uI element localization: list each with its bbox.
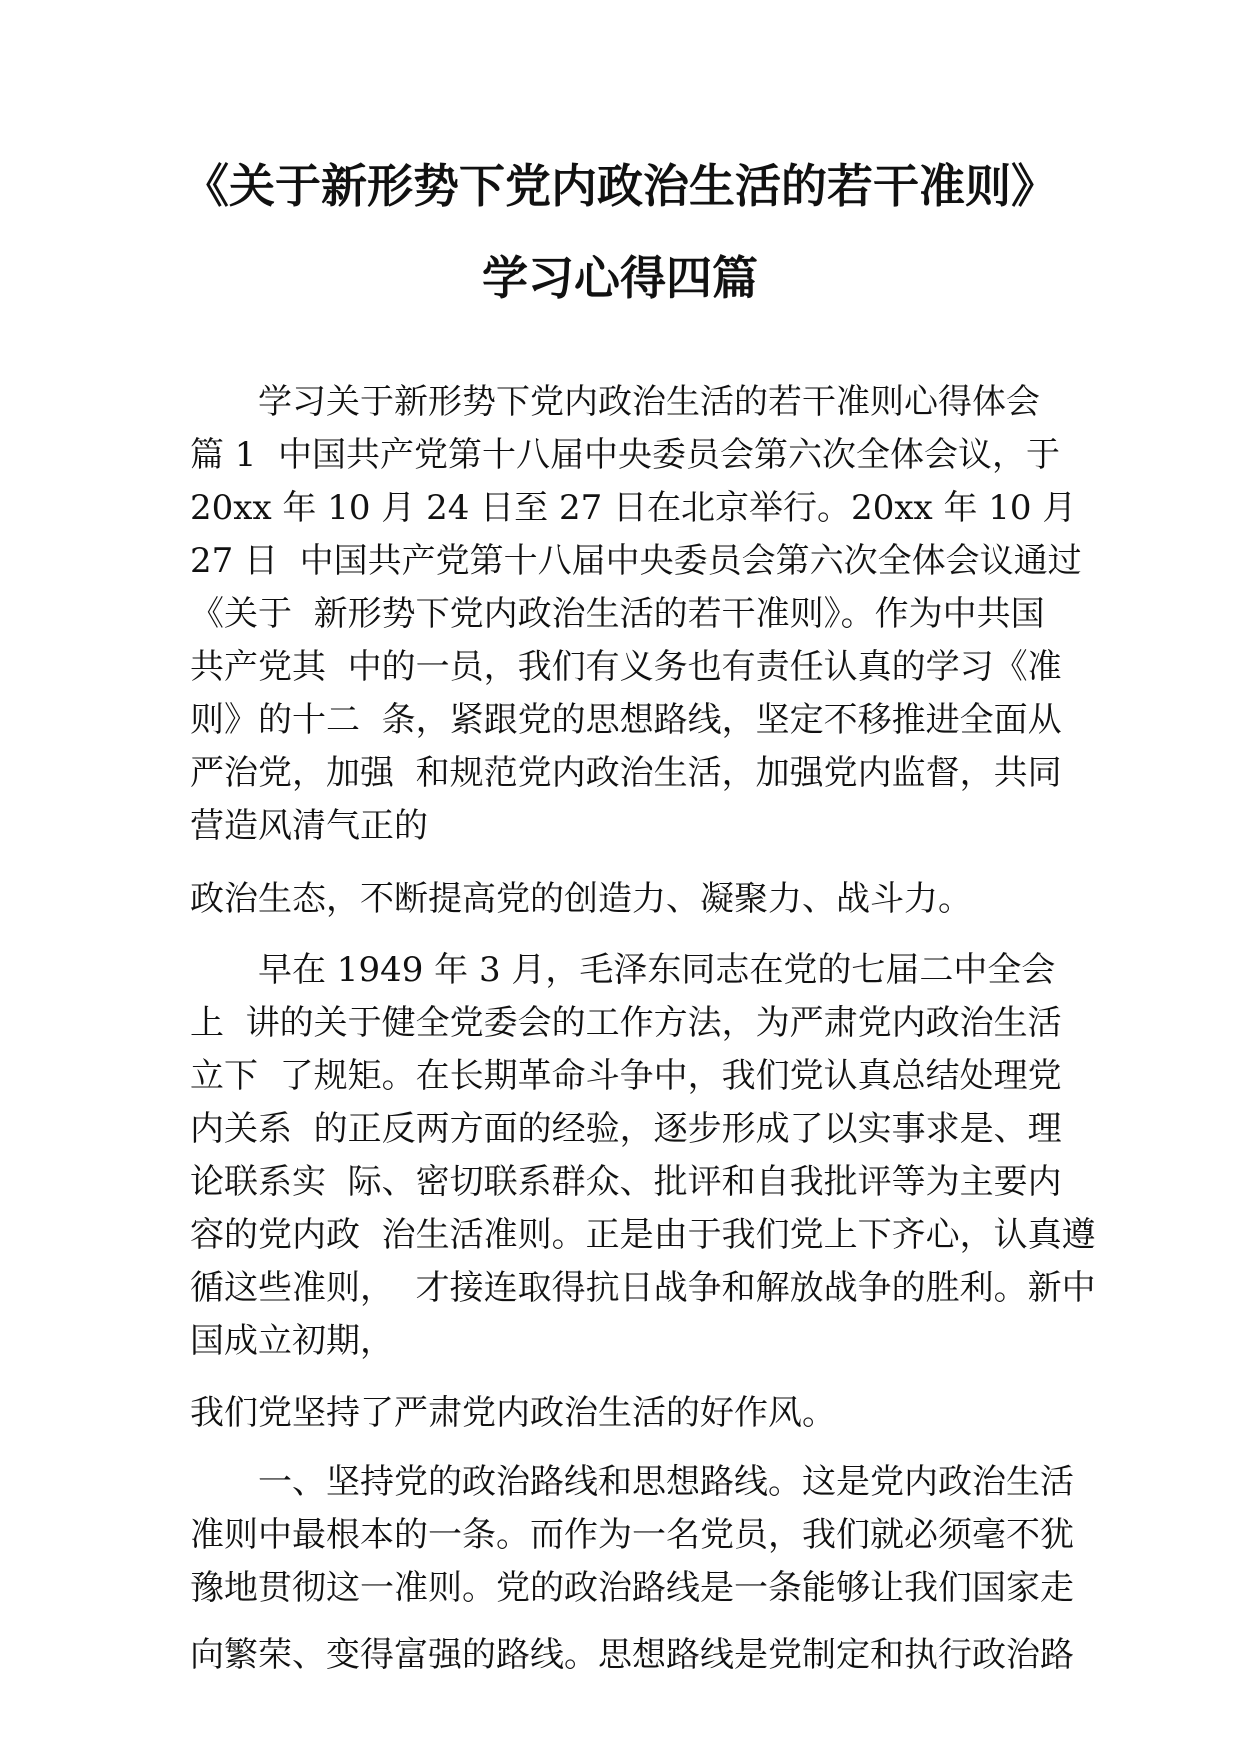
document-title-line-2: 学习心得四篇 [482, 251, 758, 305]
body-line: 早在 1949 年 3 月，毛泽东同志在党的七届二中全会 [258, 950, 1056, 990]
body-line: 准则中最根本的一条。而作为一名党员，我们就必须毫不犹 [190, 1515, 1074, 1555]
body-line: 容的党内政 治生活准则。正是由于我们党上下齐心，认真遵 [190, 1215, 1096, 1255]
body-line: 立下 了规矩。在长期革命斗争中，我们党认真总结处理党 [190, 1056, 1062, 1096]
body-line: 论联系实 际、密切联系群众、批评和自我批评等为主要内 [190, 1162, 1062, 1202]
body-line: 一、坚持党的政治路线和思想路线。这是党内政治生活 [258, 1462, 1074, 1502]
body-line: 政治生态，不断提高党的创造力、凝聚力、战斗力。 [190, 879, 972, 919]
body-line: 27 日 中国共产党第十八届中央委员会第六次全体会议通过 [190, 541, 1082, 581]
body-line: 我们党坚持了严肃党内政治生活的好作风。 [190, 1393, 836, 1433]
body-line: 篇 1 中国共产党第十八届中央委员会第六次全体会议，于 [190, 435, 1061, 475]
body-line: 营造风清气正的 [190, 806, 428, 846]
body-line: 共产党其 中的一员，我们有义务也有责任认真的学习《准 [190, 647, 1062, 687]
body-line: 向繁荣、变得富强的路线。思想路线是党制定和执行政治路 [190, 1635, 1074, 1675]
body-line: 《关于 新形势下党内政治生活的若干准则》。作为中共国 [190, 594, 1045, 634]
body-line: 豫地贯彻这一准则。党的政治路线是一条能够让我们国家走 [190, 1568, 1074, 1608]
body-line: 学习关于新形势下党内政治生活的若干准则心得体会 [258, 382, 1040, 422]
body-line: 严治党，加强 和规范党内政治生活，加强党内监督，共同 [190, 753, 1062, 793]
body-line: 20xx 年 10 月 24 日至 27 日在北京举行。20xx 年 10 月 [190, 488, 1077, 528]
document-title-line-1: 《关于新形势下党内政治生活的若干准则》 [183, 159, 1057, 213]
body-line: 则》的十二 条，紧跟党的思想路线，坚定不移推进全面从 [190, 700, 1062, 740]
body-line: 国成立初期， [190, 1321, 394, 1361]
body-line: 内关系 的正反两方面的经验，逐步形成了以实事求是、理 [190, 1109, 1062, 1149]
body-line: 上 讲的关于健全党委会的工作方法，为严肃党内政治生活 [190, 1003, 1062, 1043]
body-line: 循这些准则， 才接连取得抗日战争和解放战争的胜利。新中 [190, 1268, 1096, 1308]
